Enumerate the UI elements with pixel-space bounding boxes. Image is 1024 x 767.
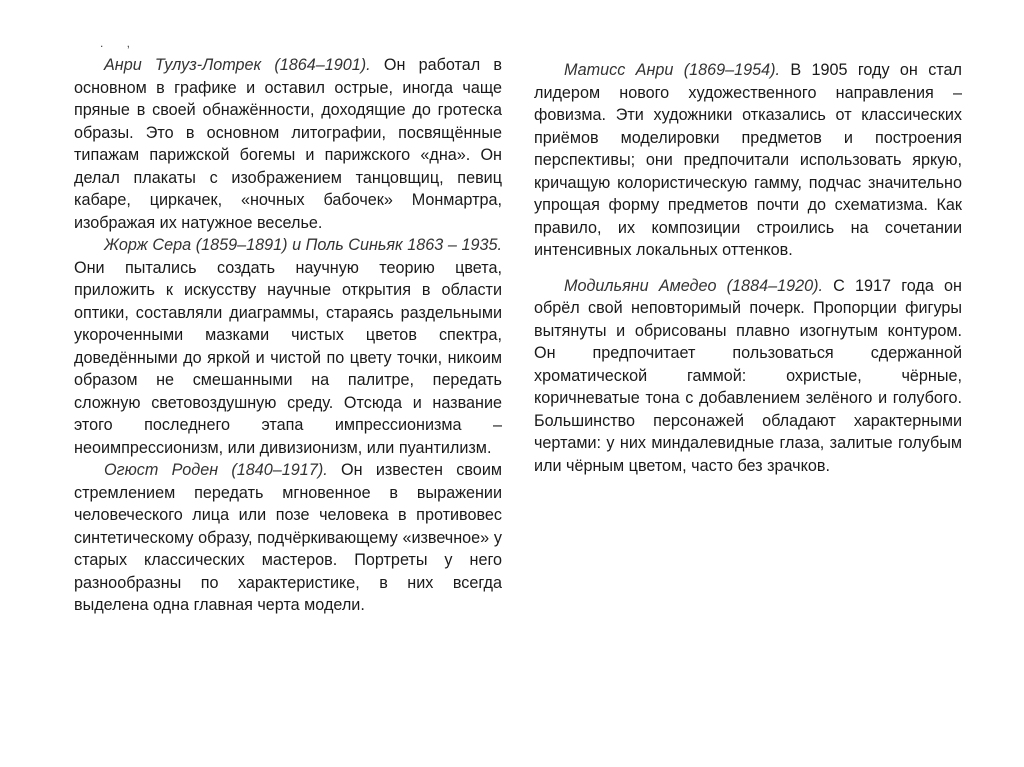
entry-text: Он известен своим стремлением передать мгновенное в выражении человеческого лица или позе человека в противовес синтетическому образу, подчёркивающему «извечное» у старых классических мастеров. Портреты у него разнообразны по характеристике, в них всегда выделена одна главная черта модели.: [74, 461, 502, 614]
entry-text: Он работал в основном в графике и оставил острые, иногда чаще пряные в своей обнажённости, доходящие до гротеска образы. Это в основном литографии, посвящённые типажам парижской богемы и парижского «дна». Он делал плакаты с изображением танцовщиц, певиц кабаре, циркачек, «ночных бабочек» Монмартра, изображая их натужное веселье.: [74, 56, 502, 232]
entry-heading: Матисс Анри (1869–1954).: [564, 61, 791, 79]
entry-heading: Модильяни Амедео (1884–1920).: [564, 276, 834, 295]
entry-rodin: [74, 459, 502, 617]
entry-text: В 1905 году он стал лидером нового художественного направления – фовизма. Эти художники отказались от классических приёмов моделировки предметов и построения перспективы; они предпочитали использовать яркую, кричащую колористическую гамму, подчас значительно упрощая форму предметов почти до схематизма. Как правило, их композиции строились на сочетании интенсивных локальных оттенков.: [534, 61, 962, 259]
entry-toulouse-lautrec: [74, 54, 502, 234]
entry-heading: Анри Тулуз-Лотрек (1864–1901).: [104, 56, 384, 74]
entry-heading: Жорж Сера (1859–1891) и Поль Синьяк 1863 – 1935.: [104, 236, 502, 254]
entry-seurat-signac: [74, 234, 502, 459]
entry-matisse: [534, 59, 962, 262]
right-column: [534, 59, 962, 477]
entry-text: С 1917 года он обрёл свой неповторимый почерк. Пропорции фигуры вытянуты и обрисованы плавно изогнутым контуром. Он предпочитает пользоваться сдержанной хроматической гаммой: охристые, чёрные, коричневатые тона с добавлением зелёного и голубого. Большинство персонажей обладают характерными чертами: у них миндалевидные глаза, залитые голубым или чёрным цветом, часто без зрачков.: [534, 276, 962, 475]
entry-heading: Огюст Роден (1840–1917).: [104, 461, 342, 479]
entry-modigliani: [534, 275, 962, 478]
entry-text: Они пытались создать научную теорию цвета, приложить к искусству научные открытия в области оптики, составляли диаграммы, стараясь раздельными укороченными мазками чистых цветов спектра, доведёнными до яркой и чистой по цвету точки, никоим образом не смешанными на палитре, передать сложную световоздушную среду. Отсюда и название этого последнего этапа импрессионизма – неоимпрессионизм, или дивизионизм, или пуантилизм.: [74, 258, 502, 457]
left-column: [74, 54, 502, 617]
stray-marks: . ,: [100, 36, 141, 50]
